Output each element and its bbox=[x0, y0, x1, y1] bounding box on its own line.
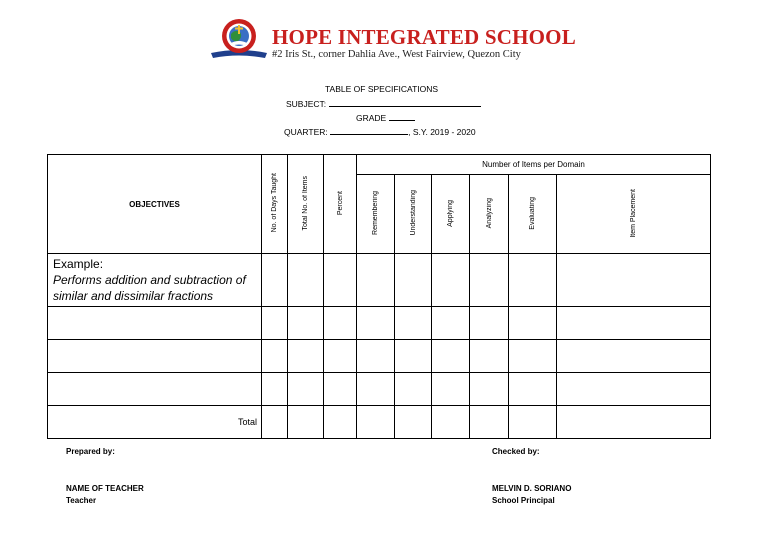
table-cell[interactable] bbox=[432, 373, 470, 406]
subject-line bbox=[286, 98, 481, 109]
table-cell[interactable] bbox=[262, 307, 288, 340]
domain-applying: Applying bbox=[432, 175, 470, 254]
table-cell[interactable] bbox=[395, 254, 432, 307]
principal-name: MELVIN D. SORIANO bbox=[492, 484, 572, 493]
table-row bbox=[48, 340, 711, 373]
days-taught-header: No. of Days Taught bbox=[262, 155, 288, 254]
table-cell[interactable] bbox=[509, 406, 557, 439]
table-cell[interactable] bbox=[395, 340, 432, 373]
table-cell[interactable] bbox=[288, 254, 324, 307]
table-cell[interactable] bbox=[324, 373, 357, 406]
table-row bbox=[48, 373, 711, 406]
subject-label: SUBJECT: bbox=[286, 99, 327, 109]
checked-by-label: Checked by: bbox=[492, 447, 540, 456]
table-cell[interactable] bbox=[262, 373, 288, 406]
domain-analyzing: Analyzing bbox=[470, 175, 509, 254]
grade-blank bbox=[389, 112, 415, 121]
table-cell[interactable] bbox=[262, 254, 288, 307]
grade-line bbox=[356, 112, 415, 123]
table-cell[interactable] bbox=[432, 307, 470, 340]
table-cell[interactable] bbox=[324, 254, 357, 307]
document-title: TABLE OF SPECIFICATIONS bbox=[325, 84, 439, 94]
domain-understanding: Understanding bbox=[395, 175, 432, 254]
table-cell[interactable] bbox=[357, 307, 395, 340]
school-logo bbox=[209, 17, 269, 61]
table-cell[interactable] bbox=[395, 307, 432, 340]
table-cell[interactable] bbox=[557, 406, 711, 439]
total-label: Total bbox=[48, 406, 262, 439]
domain-remembering: Remembering bbox=[357, 175, 395, 254]
table-cell[interactable] bbox=[395, 406, 432, 439]
domain-header: Number of Items per Domain bbox=[357, 155, 711, 175]
table-cell[interactable] bbox=[509, 307, 557, 340]
table-cell[interactable] bbox=[557, 307, 711, 340]
quarter-label: QUARTER: bbox=[284, 127, 328, 137]
example-text: Performs addition and subtraction of similar and dissimilar fractions bbox=[53, 273, 246, 303]
table-cell[interactable] bbox=[324, 307, 357, 340]
table-cell[interactable] bbox=[509, 340, 557, 373]
table-cell[interactable] bbox=[395, 373, 432, 406]
table-cell[interactable] bbox=[357, 373, 395, 406]
example-objective-cell[interactable] bbox=[48, 254, 262, 307]
table-row bbox=[48, 254, 711, 307]
table-cell[interactable] bbox=[470, 406, 509, 439]
prepared-by-label: Prepared by: bbox=[66, 447, 115, 456]
school-year: , S.Y. 2019 - 2020 bbox=[408, 127, 476, 137]
table-cell[interactable] bbox=[557, 340, 711, 373]
table-cell[interactable] bbox=[288, 340, 324, 373]
table-cell[interactable] bbox=[48, 340, 262, 373]
table-cell[interactable] bbox=[324, 340, 357, 373]
objectives-header: OBJECTIVES bbox=[48, 155, 262, 254]
teacher-role: Teacher bbox=[66, 496, 97, 505]
table-cell[interactable] bbox=[288, 406, 324, 439]
table-cell[interactable] bbox=[357, 254, 395, 307]
table-cell[interactable] bbox=[432, 340, 470, 373]
table-cell[interactable] bbox=[48, 373, 262, 406]
table-cell[interactable] bbox=[262, 340, 288, 373]
example-label: Example: bbox=[53, 257, 104, 271]
table-cell[interactable] bbox=[357, 406, 395, 439]
table-cell[interactable] bbox=[432, 254, 470, 307]
domain-evaluating: Evaluating bbox=[509, 175, 557, 254]
specifications-table bbox=[47, 154, 711, 439]
table-cell[interactable] bbox=[509, 254, 557, 307]
subject-blank bbox=[329, 98, 481, 107]
table-cell[interactable] bbox=[470, 373, 509, 406]
table-cell[interactable] bbox=[557, 373, 711, 406]
table-cell[interactable] bbox=[557, 254, 711, 307]
table-row bbox=[48, 307, 711, 340]
table-cell[interactable] bbox=[470, 340, 509, 373]
table-cell[interactable] bbox=[262, 406, 288, 439]
total-items-header: Total No. of Items bbox=[288, 155, 324, 254]
table-cell[interactable] bbox=[357, 340, 395, 373]
table-cell[interactable] bbox=[432, 406, 470, 439]
table-cell[interactable] bbox=[324, 406, 357, 439]
table-cell[interactable] bbox=[288, 373, 324, 406]
table-cell[interactable] bbox=[470, 307, 509, 340]
grade-label: GRADE bbox=[356, 113, 387, 123]
teacher-name: NAME OF TEACHER bbox=[66, 484, 144, 493]
principal-role: School Principal bbox=[492, 496, 555, 505]
percent-header: Percent bbox=[324, 155, 357, 254]
table-header-row bbox=[48, 155, 711, 175]
table-cell[interactable] bbox=[509, 373, 557, 406]
table-cell[interactable] bbox=[470, 254, 509, 307]
item-placement-header: Item Placement bbox=[557, 175, 711, 254]
quarter-line bbox=[284, 126, 476, 137]
school-name: HOPE INTEGRATED SCHOOL bbox=[272, 25, 576, 49]
table-cell[interactable] bbox=[288, 307, 324, 340]
total-row bbox=[48, 406, 711, 439]
table-cell[interactable] bbox=[48, 307, 262, 340]
school-address: #2 Iris St., corner Dahlia Ave., West Fairview, Quezon City bbox=[272, 49, 521, 60]
quarter-blank bbox=[330, 126, 408, 135]
